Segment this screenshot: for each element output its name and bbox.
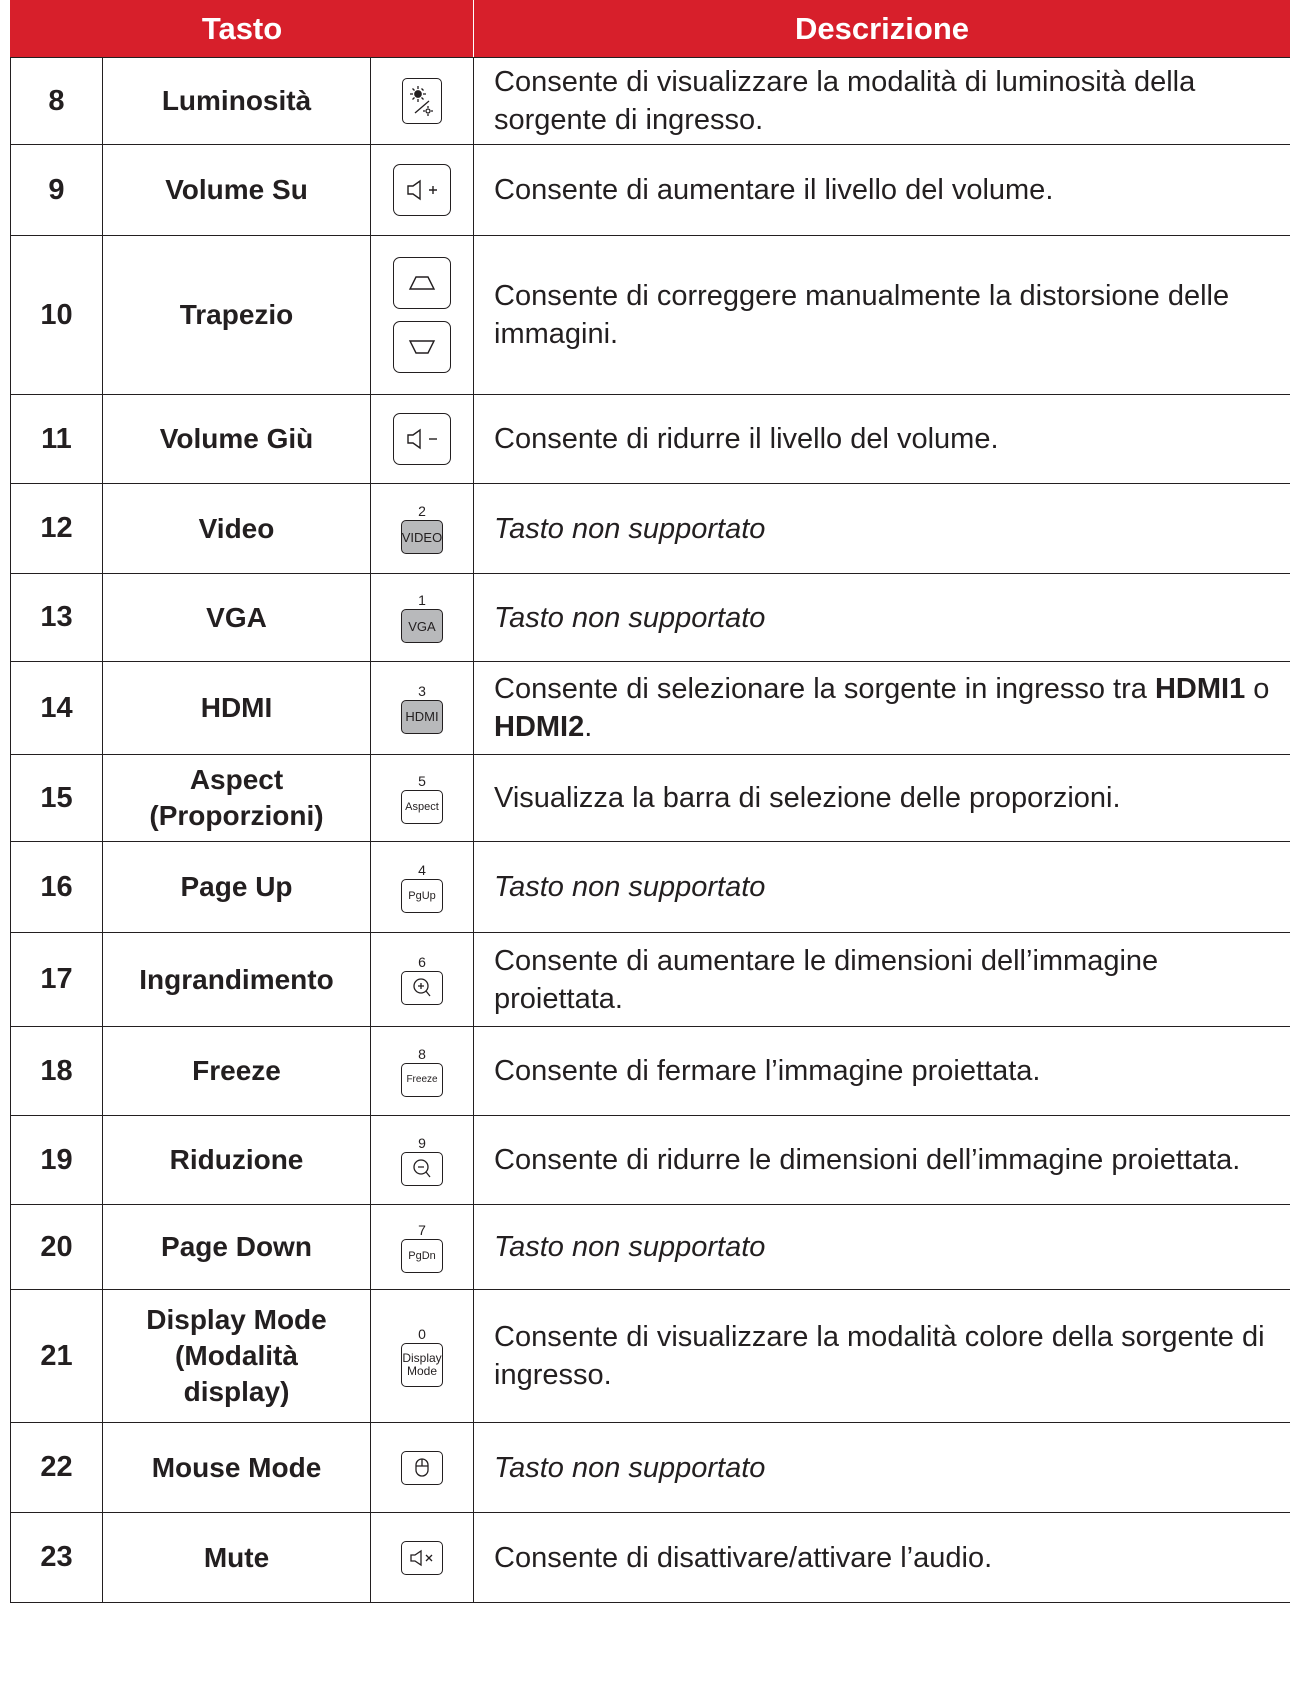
key-name: Mouse Mode: [103, 1423, 371, 1513]
row-number: 9: [11, 145, 103, 236]
key-description: Consente di ridurre le dimensioni dell’immagine proiettata.: [474, 1116, 1290, 1205]
volume-up-icon: [393, 164, 451, 216]
key-icon-cell: [371, 574, 474, 662]
table-row: [11, 842, 1290, 933]
key-icon-cell: [371, 1513, 474, 1603]
key-name: Video: [103, 484, 371, 574]
keystone-down-icon: [393, 321, 451, 373]
remote-keys-table: [10, 0, 1290, 1603]
hdmi-key-icon: 3 HDMI: [401, 683, 443, 734]
row-number: 11: [11, 395, 103, 484]
freeze-key-icon: 8 Freeze: [401, 1046, 443, 1097]
row-number: 23: [11, 1513, 103, 1603]
key-description: Consente di disattivare/attivare l’audio.: [474, 1513, 1290, 1603]
row-number: 18: [11, 1027, 103, 1116]
row-number: 15: [11, 755, 103, 842]
row-number: 8: [11, 58, 103, 145]
key-description: Consente di correggere manualmente la distorsione delle immagini.: [474, 236, 1290, 395]
zoom-out-icon: 9: [401, 1135, 443, 1186]
key-name: VGA: [103, 574, 371, 662]
key-description: Tasto non supportato: [474, 842, 1290, 933]
table-row: [11, 1290, 1290, 1423]
key-name: Aspect (Proporzioni): [103, 755, 371, 842]
key-icon-cell: [371, 484, 474, 574]
zoom-in-icon: 6: [401, 954, 443, 1005]
table-row: [11, 395, 1290, 484]
key-name: Display Mode (Modalità display): [103, 1290, 371, 1423]
table-row: [11, 1423, 1290, 1513]
key-description: Consente di visualizzare la modalità di luminosità della sorgente di ingresso.: [474, 58, 1290, 145]
key-description: Tasto non supportato: [474, 1205, 1290, 1290]
vga-key-icon: 1 VGA: [401, 592, 443, 643]
page-up-key-icon: 4 PgUp: [401, 862, 443, 913]
aspect-key-icon: 5 Aspect: [401, 773, 443, 824]
key-description: Consente di fermare l’immagine proiettata.: [474, 1027, 1290, 1116]
key-icon-cell: [371, 662, 474, 755]
key-icon-cell: [371, 1205, 474, 1290]
key-name: Mute: [103, 1513, 371, 1603]
key-description: Tasto non supportato: [474, 484, 1290, 574]
row-number: 20: [11, 1205, 103, 1290]
key-description: Consente di selezionare la sorgente in ingresso tra HDMI1 o HDMI2.: [474, 662, 1290, 755]
key-icon-cell: [371, 58, 474, 145]
keystone-icon: [371, 257, 473, 373]
key-description: Consente di aumentare le dimensioni dell’immagine proiettata.: [474, 933, 1290, 1027]
key-description: Consente di ridurre il livello del volume.: [474, 395, 1290, 484]
key-name: Freeze: [103, 1027, 371, 1116]
row-number: 10: [11, 236, 103, 395]
key-description: Tasto non supportato: [474, 574, 1290, 662]
key-icon-cell: [371, 236, 474, 395]
table-row: [11, 1513, 1290, 1603]
mute-icon: [401, 1541, 443, 1575]
keystone-up-icon: [393, 257, 451, 309]
key-name: Volume Giù: [103, 395, 371, 484]
video-key-icon: 2 VIDEO: [401, 503, 443, 554]
row-number: 16: [11, 842, 103, 933]
table-row: [11, 1205, 1290, 1290]
table-row: [11, 574, 1290, 662]
key-name: Page Down: [103, 1205, 371, 1290]
header-description: Descrizione: [474, 1, 1290, 58]
key-icon-cell: [371, 1290, 474, 1423]
table-row: [11, 933, 1290, 1027]
key-name: Ingrandimento: [103, 933, 371, 1027]
table-row: [11, 58, 1290, 145]
key-icon-cell: [371, 755, 474, 842]
volume-down-icon: [393, 413, 451, 465]
row-number: 21: [11, 1290, 103, 1423]
table-header-row: [11, 1, 1290, 58]
key-name: Page Up: [103, 842, 371, 933]
display-mode-key-icon: 0 Display Mode: [401, 1326, 443, 1387]
table-row: [11, 662, 1290, 755]
table-row: [11, 484, 1290, 574]
mouse-icon: [401, 1451, 443, 1485]
key-icon-cell: [371, 933, 474, 1027]
key-description: Consente di aumentare il livello del volume.: [474, 145, 1290, 236]
row-number: 12: [11, 484, 103, 574]
key-icon-cell: [371, 1423, 474, 1513]
key-description: Visualizza la barra di selezione delle proporzioni.: [474, 755, 1290, 842]
table-row: [11, 236, 1290, 395]
row-number: 14: [11, 662, 103, 755]
row-number: 17: [11, 933, 103, 1027]
table-row: [11, 1116, 1290, 1205]
key-icon-cell: [371, 1116, 474, 1205]
row-number: 22: [11, 1423, 103, 1513]
table-row: [11, 1027, 1290, 1116]
key-icon-cell: [371, 145, 474, 236]
key-icon-cell: [371, 1027, 474, 1116]
header-key: Tasto: [11, 1, 474, 58]
table-row: [11, 145, 1290, 236]
table-row: [11, 755, 1290, 842]
key-name: Luminosità: [103, 58, 371, 145]
key-icon-cell: [371, 842, 474, 933]
row-number: 19: [11, 1116, 103, 1205]
brightness-icon: [402, 78, 442, 124]
key-name: Trapezio: [103, 236, 371, 395]
row-number: 13: [11, 574, 103, 662]
key-description: Consente di visualizzare la modalità colore della sorgente di ingresso.: [474, 1290, 1290, 1423]
key-name: HDMI: [103, 662, 371, 755]
page-down-key-icon: 7 PgDn: [401, 1222, 443, 1273]
key-icon-cell: [371, 395, 474, 484]
key-name: Volume Su: [103, 145, 371, 236]
key-name: Riduzione: [103, 1116, 371, 1205]
key-description: Tasto non supportato: [474, 1423, 1290, 1513]
